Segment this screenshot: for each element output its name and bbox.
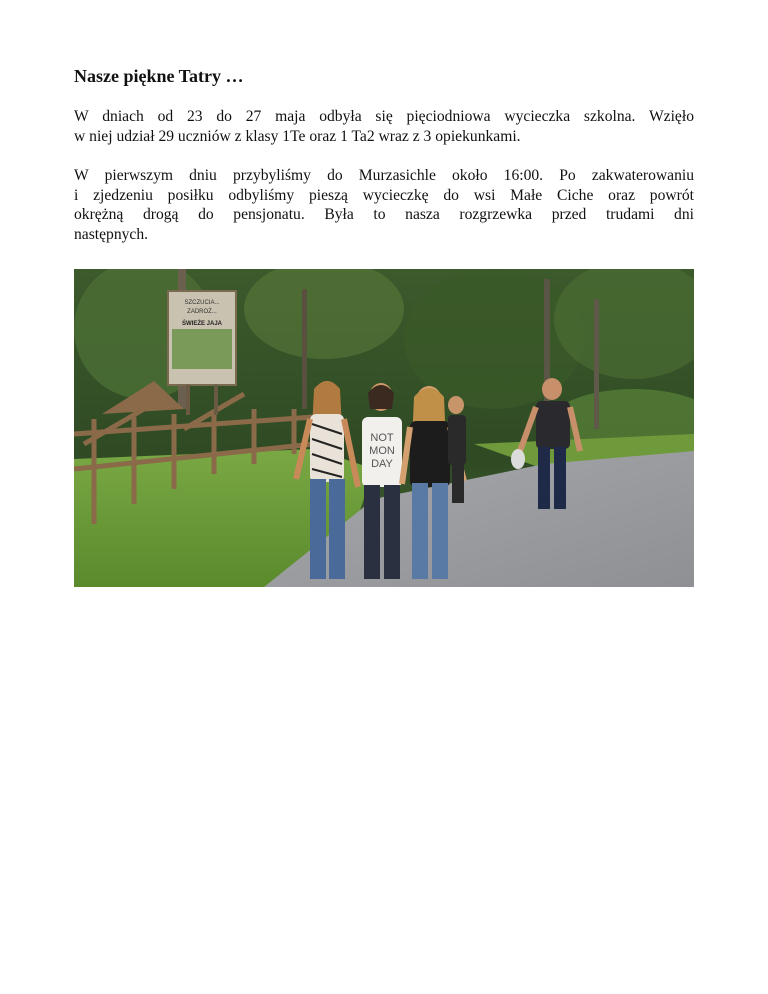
sign-line: SZCZUCIA... bbox=[184, 300, 220, 306]
sign-line: ZADROŻ... bbox=[187, 309, 217, 315]
paragraph-1-line: w niej udział 29 uczniów z klasy 1Te oraz 1 Ta2 wraz z 3 opiekunkami. bbox=[74, 127, 521, 145]
paragraph-2-line: W pierwszym dniu przybyliśmy do Murzasichle około 16:00. Po zakwaterowaniu bbox=[74, 167, 694, 184]
sign-line: ŚWIEŻE JAJA bbox=[181, 321, 223, 327]
shirt-text: NOT bbox=[370, 432, 394, 444]
document-title: Nasze piękne Tatry … bbox=[74, 66, 244, 86]
paragraph-1-line: W dniach od 23 do 27 maja odbyła się pięciodniowa wycieczka szkolna. Wzięło bbox=[74, 108, 694, 125]
paragraph-2 bbox=[74, 166, 694, 244]
paragraph-1 bbox=[74, 107, 694, 146]
paragraph-2-line: okrężną drogą do pensjonatu. Była to nasza rozgrzewka przed trudami dni bbox=[74, 206, 694, 223]
paragraph-2-line: i zjedzeniu posiłku odbyliśmy pieszą wycieczkę do wsi Małe Ciche oraz powrót bbox=[74, 186, 694, 204]
trip-photo bbox=[74, 269, 694, 587]
trip-photo-illustration bbox=[74, 269, 694, 587]
shirt-text: DAY bbox=[371, 458, 393, 470]
paragraph-2-line: następnych. bbox=[74, 225, 149, 243]
shirt-text: MON bbox=[369, 445, 395, 457]
